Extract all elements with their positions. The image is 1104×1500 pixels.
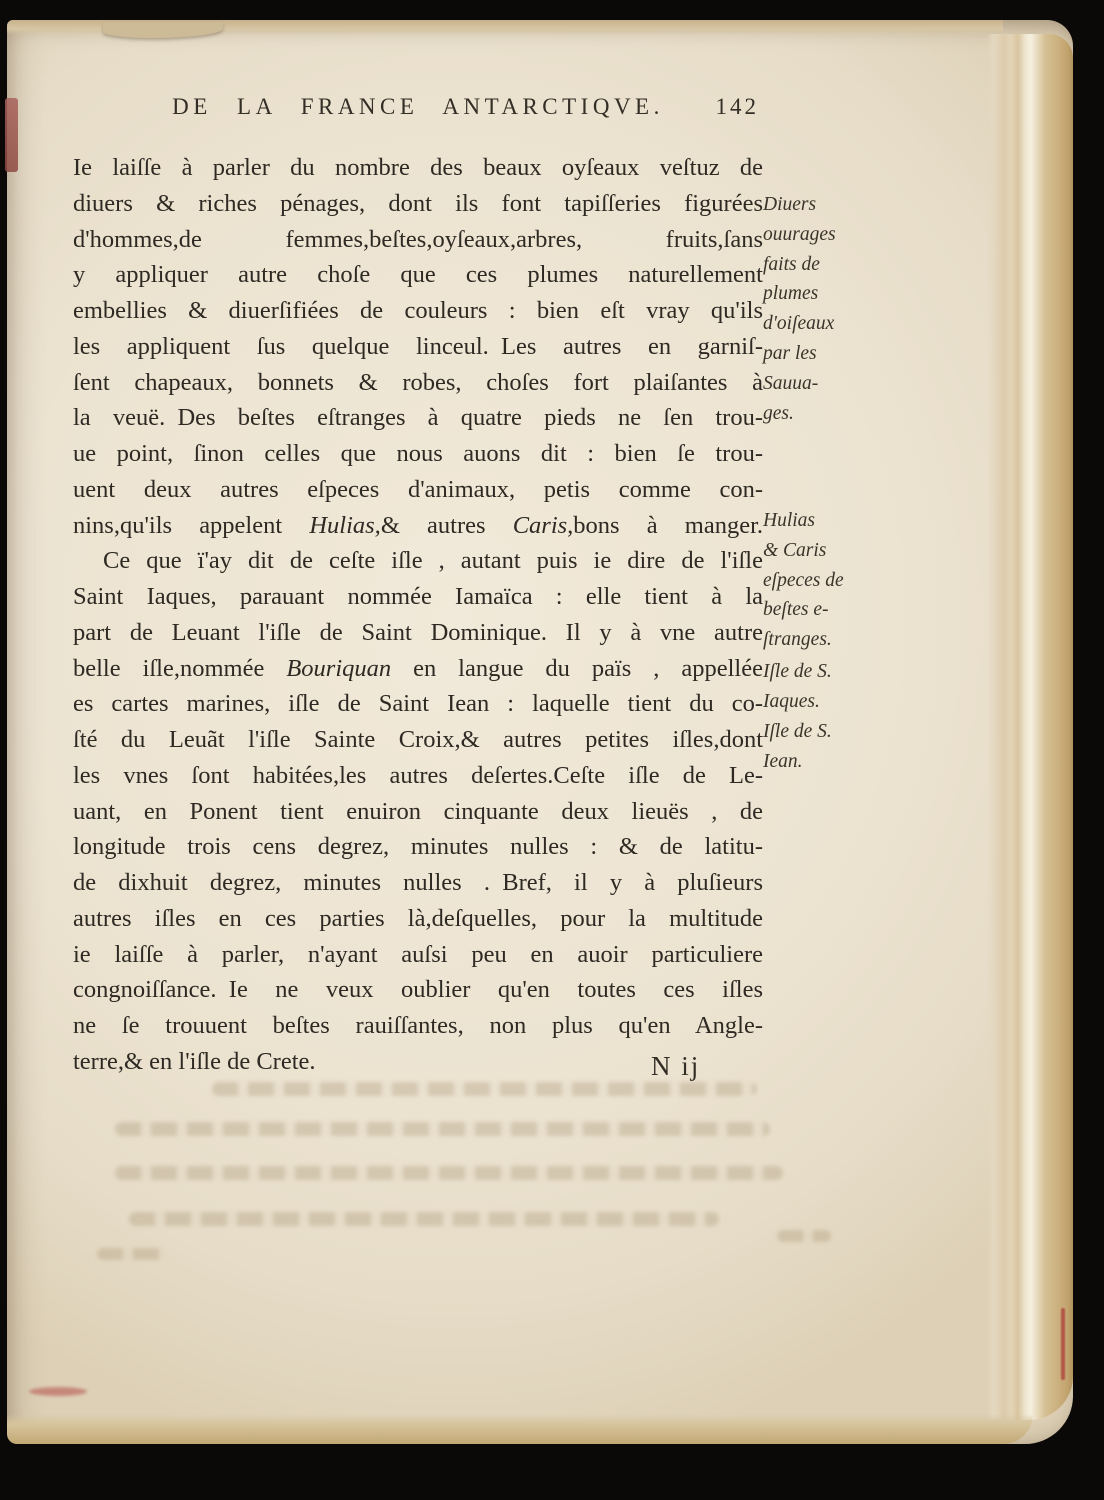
body-line: d'hommes,de femmes,beſtes,oyſeaux,arbres, fruits,ſans — [73, 225, 763, 253]
margin-note-line: d'oiſeaux — [763, 313, 835, 335]
body-line: longitude trois cens degrez, minutes nulles : & de latitu- — [73, 833, 763, 861]
show-through-line — [212, 1082, 757, 1096]
body-text — [73, 150, 763, 1080]
margin-note-line: Iſle de S. — [763, 661, 832, 682]
body-line: belle iſle,nommée Bouriquan en langue du païs , appellée — [73, 654, 763, 682]
show-through-line — [115, 1166, 783, 1180]
margin-note-line: ges. — [763, 402, 794, 424]
margin-note-isle-st-iaques — [763, 657, 883, 717]
show-through-line — [777, 1230, 831, 1242]
signature-mark: N ij — [651, 1051, 701, 1081]
binding-red-sliver — [5, 98, 18, 172]
body-line: diuers & riches pénages, dont ils font tapiſſeries figurées — [73, 189, 763, 217]
body-line: uent deux autres eſpeces d'animaux, petis comme con- — [73, 475, 763, 503]
margin-note-line: Iean. — [763, 750, 803, 772]
margin-note-line: Hulias — [763, 510, 816, 531]
show-through-line — [97, 1248, 167, 1260]
body-line: embellies & diuerſifiées de couleurs : bien eſt vray qu'ils — [73, 297, 763, 324]
body-line: part de Leuant l'iſle de Saint Dominique. Il y à vne autre — [73, 618, 763, 646]
body-line: les appliquent ſus quelque linceul. Les autres en garniſ- — [73, 332, 763, 360]
body-line: terre,& en l'iſle de Crete. — [73, 1047, 316, 1075]
show-through-line — [115, 1122, 770, 1136]
margin-note-line: plumes — [763, 283, 819, 305]
book-fore-edge-pages — [987, 34, 1073, 1420]
margin-note-line: & Caris — [763, 539, 827, 561]
book-page — [7, 20, 1073, 1444]
body-line: ſté du Leuãt l'iſle Sainte Croix,& autres petites iſles,dont — [73, 726, 763, 753]
body-line: ne ſe trouuent beſtes rauiſſantes, non plus qu'en Angle- — [73, 1012, 763, 1039]
body-line: congnoiſſance. Ie ne veux oublier qu'en toutes ces iſles — [73, 976, 763, 1004]
margin-note-line: ouurages — [763, 223, 836, 245]
body-line: Ie laiſſe à parler du nombre des beaux oyſeaux veſtuz de — [73, 154, 763, 181]
margin-note-line: eſpeces de — [763, 569, 844, 591]
page-header — [73, 94, 763, 134]
margin-note-hulias-caris — [763, 506, 883, 655]
body-line: nins,qu'ils appelent Hulias,& autres Caris,bons à manger. — [73, 511, 763, 539]
margin-note-line: Iſle de S. — [763, 721, 832, 742]
body-line: Saint Iaques, parauant nommée Iamaïca : elle tient à la — [73, 583, 763, 610]
margin-note-line: Iaques. — [763, 690, 820, 712]
margin-note-isle-st-iean — [763, 717, 883, 777]
body-line: la veuë. Des beſtes eſtranges à quatre pieds ne ſen trou- — [73, 404, 763, 432]
page-number: 142 — [715, 94, 759, 119]
body-line: Ce que ï'ay dit de ceſte iſle , autant puis ie dire de l'iſle — [103, 547, 763, 575]
text-column — [73, 94, 763, 1080]
body-line: autres iſles en ces parties là,deſquelles, pour la multitude — [73, 904, 763, 932]
marbled-edge-line — [1061, 1308, 1065, 1380]
book-bottom-edge — [7, 1414, 1033, 1444]
running-title: DE LA FRANCE ANTARCTIQVE. — [172, 94, 664, 119]
body-line: de dixhuit degrez, minutes nulles . Bref, il y à pluſieurs — [73, 869, 763, 896]
body-line: es cartes marines, iſle de Saint Iean : laquelle tient du co- — [73, 690, 763, 718]
margin-note-line: Sauua- — [763, 372, 819, 394]
margin-note-line: Diuers — [763, 194, 817, 215]
body-line: ſent chapeaux, bonnets & robes, choſes fort plaiſantes à — [73, 368, 763, 396]
margin-note-line: beſtes e- — [763, 599, 829, 621]
show-through-line — [129, 1212, 719, 1226]
body-line: ie laiſſe à parler, n'ayant auſsi peu en auoir particuliere — [73, 940, 763, 968]
margin-note-line: ſtranges. — [763, 629, 832, 651]
margin-note-line: par les — [763, 342, 817, 364]
margin-note-line: faits de — [763, 253, 820, 275]
body-line: les vnes ſont habitées,les autres deſertes.Ceſte iſle de Le- — [73, 761, 763, 789]
body-line: uant, en Ponent tient enuiron cinquante deux lieuës , de — [73, 797, 763, 825]
page-corner-damage — [103, 22, 223, 38]
body-line: y appliquer autre choſe que ces plumes naturellement — [73, 261, 763, 289]
body-line: ue point, ſinon celles que nous auons dit : bien ſe trou- — [73, 440, 763, 467]
marbled-edge-speck — [29, 1387, 87, 1396]
margin-note-feather-works — [763, 190, 883, 428]
